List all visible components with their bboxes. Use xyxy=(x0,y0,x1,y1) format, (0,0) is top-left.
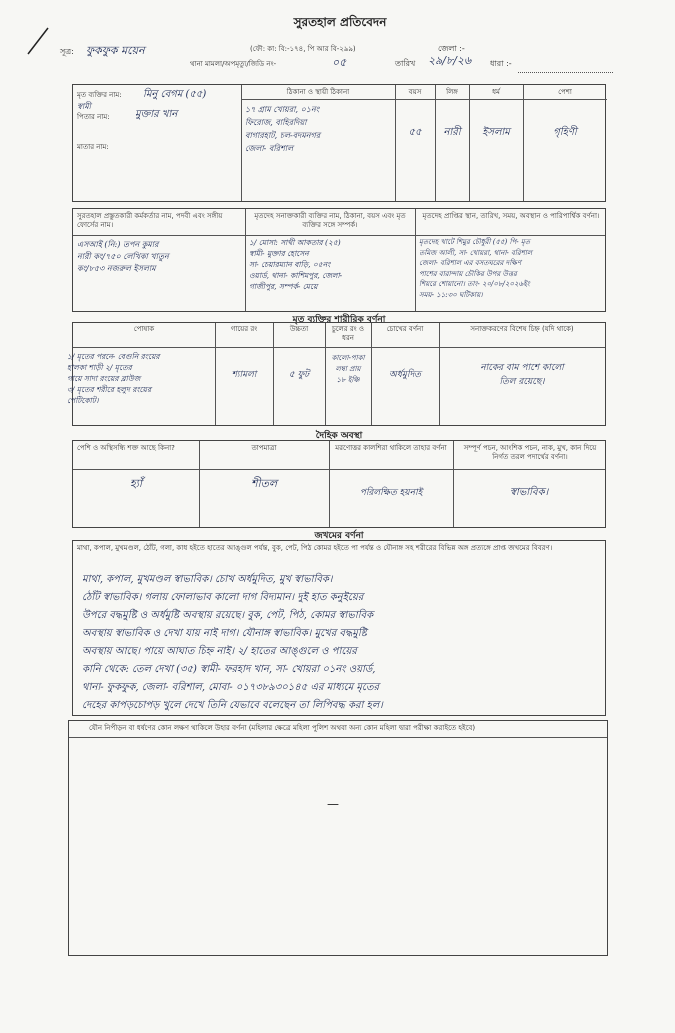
injury-line: দেহের কাপড়চোপড় খুলে দেখে তিনি যেভাবে বলেছেন তা লিপিবদ্ধ করা হল। xyxy=(82,700,383,711)
law-reference: (ফৌ: কা: বি:-১৭৪, পি আর বি-২৯৯) xyxy=(250,45,356,53)
sutro-label: সূত্র: xyxy=(60,47,74,56)
location-line: সময়- ১১:৩০ ঘটিকায়। xyxy=(419,290,483,299)
deceased-name-label: মৃত ব্যক্তির নাম: xyxy=(77,91,122,99)
hair-line: কালো-পাকা xyxy=(331,354,365,362)
sexual-assault-box xyxy=(68,720,608,956)
deceased-name-value: মিনু বেগম (৫৫) xyxy=(143,89,207,100)
sex-label: লিঙ্গ xyxy=(446,88,458,96)
date-label: তারিখ xyxy=(395,59,416,68)
injury-line: থানা- ফুকফুক, জেলা- বরিশাল, মোবা- ০১৭৩৮৯৩০১৪৫ এর মাধ্যমে মৃতের xyxy=(82,682,379,693)
identifier-line: ১/ মোসা: সাথী আকতার (২৫) xyxy=(249,238,341,247)
condition-section-title: দৈহিক অবস্থা xyxy=(315,431,363,441)
dress-line: পেটিকোট। xyxy=(67,396,99,405)
sexual-assault-label: যৌন নিপীড়ন বা ধর্ষণের কোন লক্ষণ থাকিলে উহার বর্ণনা (মহিলার ক্ষেত্রে মহিলা পুলিশ অথবা অন্য কোন মহিলা দ্বারা পরীক্ষা করাইতে হইবে) xyxy=(89,724,476,732)
location-column-label: মৃতদেহ প্রাপ্তির স্থান, তারিখ, সময়, অবস্থান ও পারিপার্শ্বিক বর্ণনা। xyxy=(422,212,600,220)
injury-line: ঠোঁট স্বাভাবিক। গলায় ফোলাভাব কালো দাগ বিদ্যমান। দুই হাত কনুইয়ের xyxy=(82,592,364,603)
injury-line: উপরে বদ্ধমুষ্টি ও অর্ধমুষ্টি অবস্থায় রয়েছে। বুক, পেট, পিঠ, কোমর স্বাভাবিক xyxy=(82,610,374,621)
date-value: ২৯/৮/২৬ xyxy=(428,54,472,67)
condition-box xyxy=(72,440,606,528)
address-line: ১৭ গ্রাম খোয়রা, ০১নং xyxy=(245,105,320,114)
section-label: ধারা :- xyxy=(490,59,512,68)
occupation-label: পেশা xyxy=(558,88,572,96)
case-number: ০৫ xyxy=(332,56,347,69)
address-line: জেলা- বরিশাল xyxy=(245,144,294,153)
marks-line: নাকের বাম পাশে কালো xyxy=(480,363,564,373)
rigor-label: পেশি ও অস্থিসন্ধি শক্ত আছে কিনা? xyxy=(77,444,175,452)
mother-label: মাতার নাম: xyxy=(77,143,109,151)
sutro-value: ফুকফুক ময়েন xyxy=(86,44,145,57)
district-label: জেলা :- xyxy=(438,44,465,53)
dress-line: গায়ে সাদা রংয়ের ব্লাউজ xyxy=(67,374,141,383)
decomposition-label: সম্পূর্ণ পচন, আংশিক পচন, নাক, মুখ, কান দিয়ে নির্গত তরল পদার্থের বর্ণনা। xyxy=(463,444,597,461)
marks-line: তিল রয়েছে। xyxy=(499,377,545,387)
marks-label: সনাক্তকরণের বিশেষ চিহ্ন (যদি থাকে) xyxy=(470,325,574,333)
address-label: ঠিকানা ও স্থায়ী ঠিকানা xyxy=(286,88,350,96)
sexual-assault-value: — xyxy=(327,797,339,811)
hair-line: লম্বা প্রায় xyxy=(335,365,361,373)
physical-section-title: মৃত ব্যক্তির শারীরিক বর্ণনা xyxy=(292,315,386,325)
header-dotted-line xyxy=(518,72,613,73)
officer-line: নারী কং/৭৫০ লেখিকা খাতুন xyxy=(77,252,169,261)
location-line: তমিজ আলী, সা- খোয়রা, থানা- বরিশাল xyxy=(419,248,533,257)
injury-line: অবস্থায় আছে। পায়ে আঘাত চিহ্ন নাই। ২/ হাতের আঙ্গুলে ও পায়ের xyxy=(82,646,357,657)
identifier-line: ওয়ার্ড, থানা- কাশিমপুর, জেলা- xyxy=(249,271,343,280)
dress-line: হালকা শাড়ী ২/ মৃতের xyxy=(67,363,132,372)
lividity-value: পরিলক্ষিত হয়নাই xyxy=(359,488,423,498)
location-line: মৃতদেহ খাটে শিমুর চৌধুরী (৫৫) পি- মৃত xyxy=(419,238,530,246)
skin-label: গায়ের রং xyxy=(230,325,258,333)
officer-column-label: সুরতহাল প্রস্তুতকারী কর্মকর্তার নাম, পদবী এবং সঙ্গীয় ফোর্সের নাম। xyxy=(77,212,223,229)
injury-instruction: মাথা, কপাল, মুখমণ্ডল, ঠোঁট, গলা, কাধ হইতে হাতের আঙ্গুল পর্যন্ত, বুক, পেট, পিঠ কোমর হইতে পা পর্যন্ত ও যৌনাঙ্গ সহ শরীরের বিভিন্ন অঙ্গ প্রত্যঙ্গে প্রাপ্ত জখমের বিবরণ। xyxy=(77,544,553,552)
location-line: শিয়রে শোয়ানো। তাং- ২০/০৮/২০২৬ইং xyxy=(419,280,530,288)
eye-value: অর্ধমুদিত xyxy=(389,370,421,380)
injury-line: অবস্থায় স্বাভাবিক ও দেখা যায় নাই দাগ। যৌনাঙ্গ স্বাভাবিক। মুখের বদ্ধমুষ্টি xyxy=(82,628,367,639)
identifier-line: গাজীপুর, সম্পর্ক- মেয়ে xyxy=(249,282,318,291)
margin-slash-mark xyxy=(26,26,50,56)
rigor-value: হ্যাঁ xyxy=(129,477,143,490)
age-label: বয়স xyxy=(408,88,422,96)
injury-line: কানি থেকে: তেল দেখা (৩৫) স্বামী- ফরহাদ খান, সা- খোয়রা ০১নং ওয়ার্ড, xyxy=(82,664,376,675)
officer-values xyxy=(77,239,243,275)
occupation-value: গৃহিণী xyxy=(553,127,577,138)
age-value: ৫৫ xyxy=(408,127,422,138)
temperature-label: তাপমাত্রা xyxy=(251,444,277,452)
dress-line: ৩/ মৃতের শরীরে হলুদ রংয়ের xyxy=(67,385,152,394)
temperature-value: শীতল xyxy=(250,477,278,490)
header-row xyxy=(60,40,620,76)
religion-label: ধর্ম xyxy=(492,88,500,96)
height-label: উচ্চতা xyxy=(289,325,309,333)
eye-label: চোখের বর্ণনা xyxy=(386,325,424,333)
husband-label: স্বামী xyxy=(77,102,91,111)
officer-line: কং/৮৫৩ নজরুল ইসলাম xyxy=(77,264,156,273)
hair-label: চুলের রং ও ধরন xyxy=(331,325,365,342)
identifier-line: স্বামী- মুক্তার হোসেন xyxy=(249,249,309,258)
location-values xyxy=(419,237,605,300)
page-title: সুরতহাল প্রতিবেদন xyxy=(293,15,387,29)
officer-line: এসআই (নি:) তপন কুমার xyxy=(77,240,159,249)
father-label: পিতার নাম: xyxy=(77,113,110,121)
decomposition-value: স্বাভাবিক। xyxy=(509,487,549,498)
injury-section-title: জখমের বর্ণনা xyxy=(314,531,364,541)
address-line: ফিরোজ, বাহিরদিয়া xyxy=(245,118,307,127)
hair-values xyxy=(325,353,371,386)
marks-values xyxy=(439,361,605,389)
location-line: জেলা- বরিশাল এর বসতঘরের দক্ষিণ xyxy=(419,259,522,267)
injury-line: মাথা, কপাল, মুখমণ্ডল স্বাভাবিক। চোখ অর্ধমুদিত, মুখ স্বাভাবিক। xyxy=(82,574,333,585)
hair-line: ১৮ ইঞ্চি xyxy=(336,376,360,384)
identifier-column-label: মৃতদেহ সনাক্তকারী ব্যক্তির নাম, ঠিকানা, বয়স এবং মৃত ব্যক্তির সঙ্গে সম্পর্ক। xyxy=(254,212,406,229)
address-lines xyxy=(245,103,393,155)
dress-line: ১/ মৃতের পরনে- বেগুনি রংয়ের xyxy=(67,352,160,361)
officers-box xyxy=(72,208,606,312)
location-line: পাশের বারান্দায় চৌকির উপর উত্তর xyxy=(419,269,517,278)
skin-value: শ্যামলা xyxy=(231,370,257,380)
identifier-line: সা- চেয়ারম্যান বাড়ি, ০৫নং xyxy=(249,260,331,269)
physical-box xyxy=(67,322,606,426)
deceased-info-box xyxy=(72,84,606,202)
thana-label: থানা মামলা/অপমৃত্যু/জিডি নং- xyxy=(190,60,277,68)
height-value: ৫ ফুট xyxy=(288,370,310,380)
father-value: মুক্তার খান xyxy=(135,109,178,120)
identifier-values xyxy=(249,237,413,292)
sex-value: নারী xyxy=(443,127,461,138)
religion-value: ইসলাম xyxy=(482,127,510,138)
dress-label: পোষাক xyxy=(133,325,155,333)
address-line: বাগারহাট, চল-বদমনগর xyxy=(245,131,321,140)
dress-values xyxy=(67,351,215,406)
lividity-label: মরণোত্তর কালশিরা থাকিলে তাহার বর্ণনা xyxy=(335,444,447,452)
